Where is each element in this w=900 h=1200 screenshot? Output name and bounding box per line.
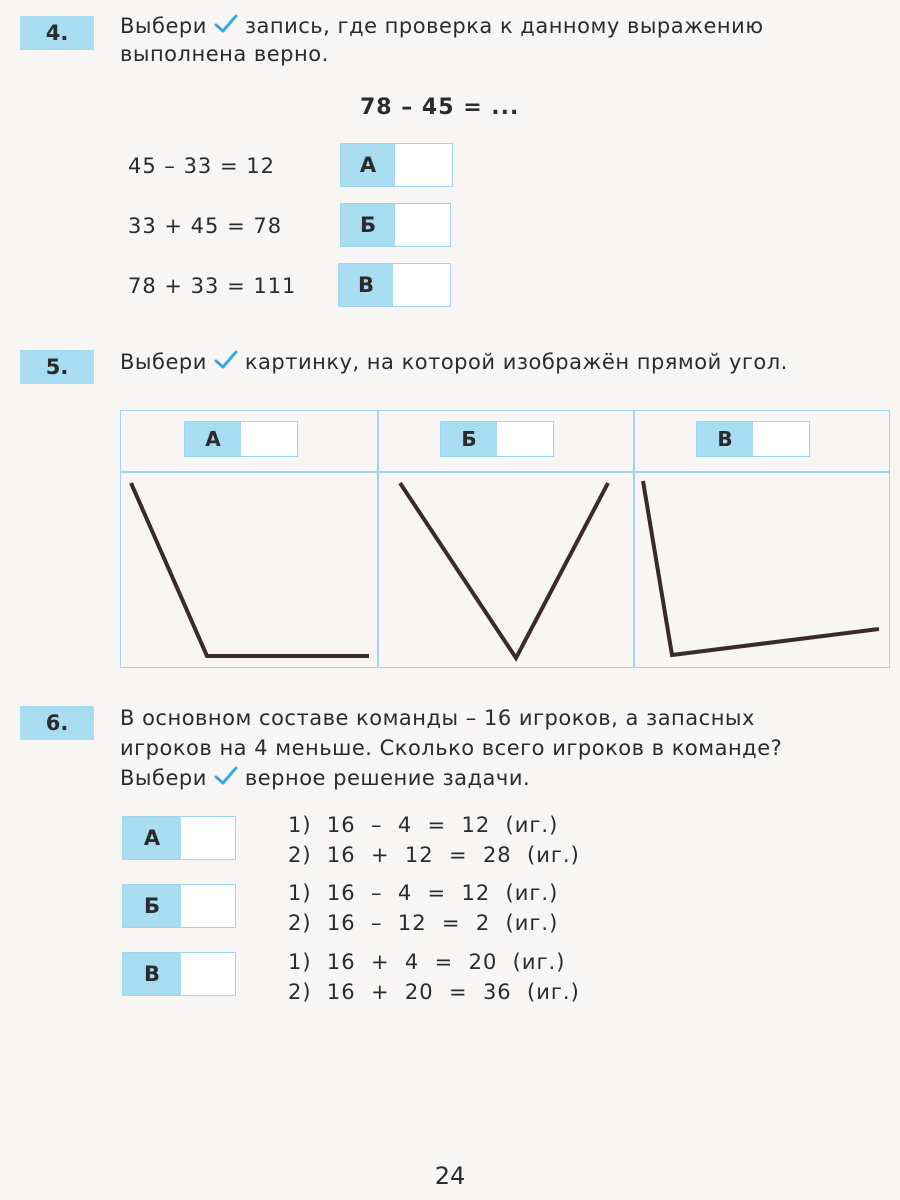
answer-field[interactable] [181, 885, 235, 927]
solution-answer-box-b[interactable] [122, 884, 236, 928]
check-icon [213, 765, 239, 787]
answer-label: А [123, 817, 181, 859]
picture-answer-box-c[interactable] [696, 421, 810, 457]
task-6-line1: В основном составе команды – 16 игроков, а запасных [120, 706, 755, 730]
answer-label: В [123, 953, 181, 995]
answer-label: В [697, 422, 753, 456]
task-4-text [120, 12, 890, 68]
option-expression: 45 – 33 = 12 [128, 154, 275, 178]
answer-field[interactable] [497, 422, 553, 456]
answer-field[interactable] [395, 144, 452, 186]
angle-picture-b [378, 473, 633, 667]
task-number-4 [20, 16, 94, 50]
answer-field[interactable] [393, 264, 450, 306]
task-4-text-line2: выполнена верно. [120, 42, 329, 66]
page-number: 24 [434, 1162, 466, 1190]
task-5-text-start: Выбери [120, 350, 207, 374]
task-5-text-end: картинку, на которой изображён прямой угол. [244, 350, 788, 374]
solution-step: 2) 16 + 20 = 36 (иг.) [288, 980, 580, 1004]
answer-field[interactable] [181, 817, 235, 859]
option-expression: 33 + 45 = 78 [128, 214, 283, 238]
solution-step: 1) 16 – 4 = 12 (иг.) [288, 881, 559, 905]
task-6-line3-end: верное решение задачи. [244, 766, 531, 790]
answer-field[interactable] [395, 204, 450, 246]
angle-picture-c [635, 473, 889, 667]
solution-answer-box-c[interactable] [122, 952, 236, 996]
task-6-text [120, 703, 895, 793]
task-5-text [120, 348, 890, 376]
answer-label: Б [441, 422, 497, 456]
task-number-6 [20, 706, 94, 740]
task-6-line3-start: Выбери [120, 766, 207, 790]
answer-label: Б [123, 885, 181, 927]
option-expression: 78 + 33 = 111 [128, 274, 297, 298]
solution-step: 1) 16 – 4 = 12 (иг.) [288, 813, 559, 837]
answer-label: Б [341, 204, 395, 246]
answer-label: А [341, 144, 395, 186]
check-icon [213, 13, 239, 35]
task-number-6-text: 6. [45, 711, 69, 735]
task-number-5-text: 5. [45, 355, 69, 379]
task-4-expression: 78 – 45 = ... [360, 95, 520, 120]
angle-picture-a [121, 473, 377, 667]
solution-step: 2) 16 + 12 = 28 (иг.) [288, 843, 580, 867]
picture-grid [120, 410, 890, 668]
task-6-line2: игроков на 4 меньше. Сколько всего игроков в команде? [120, 736, 783, 760]
check-icon [213, 349, 239, 371]
task-number-5 [20, 350, 94, 384]
task-4-text-end: запись, где проверка к данному выражению [244, 14, 764, 38]
picture-answer-box-b[interactable] [440, 421, 554, 457]
task-4-text-start: Выбери [120, 14, 207, 38]
solution-answer-box-a[interactable] [122, 816, 236, 860]
picture-answer-box-a[interactable] [184, 421, 298, 457]
answer-label: В [339, 264, 393, 306]
answer-box-c[interactable] [338, 263, 451, 307]
answer-field[interactable] [241, 422, 297, 456]
solution-step: 1) 16 + 4 = 20 (иг.) [288, 950, 566, 974]
answer-box-b[interactable] [340, 203, 451, 247]
answer-field[interactable] [181, 953, 235, 995]
answer-box-a[interactable] [340, 143, 453, 187]
task-number-4-text: 4. [45, 21, 69, 45]
answer-label: А [185, 422, 241, 456]
answer-field[interactable] [753, 422, 809, 456]
solution-step: 2) 16 – 12 = 2 (иг.) [288, 911, 559, 935]
